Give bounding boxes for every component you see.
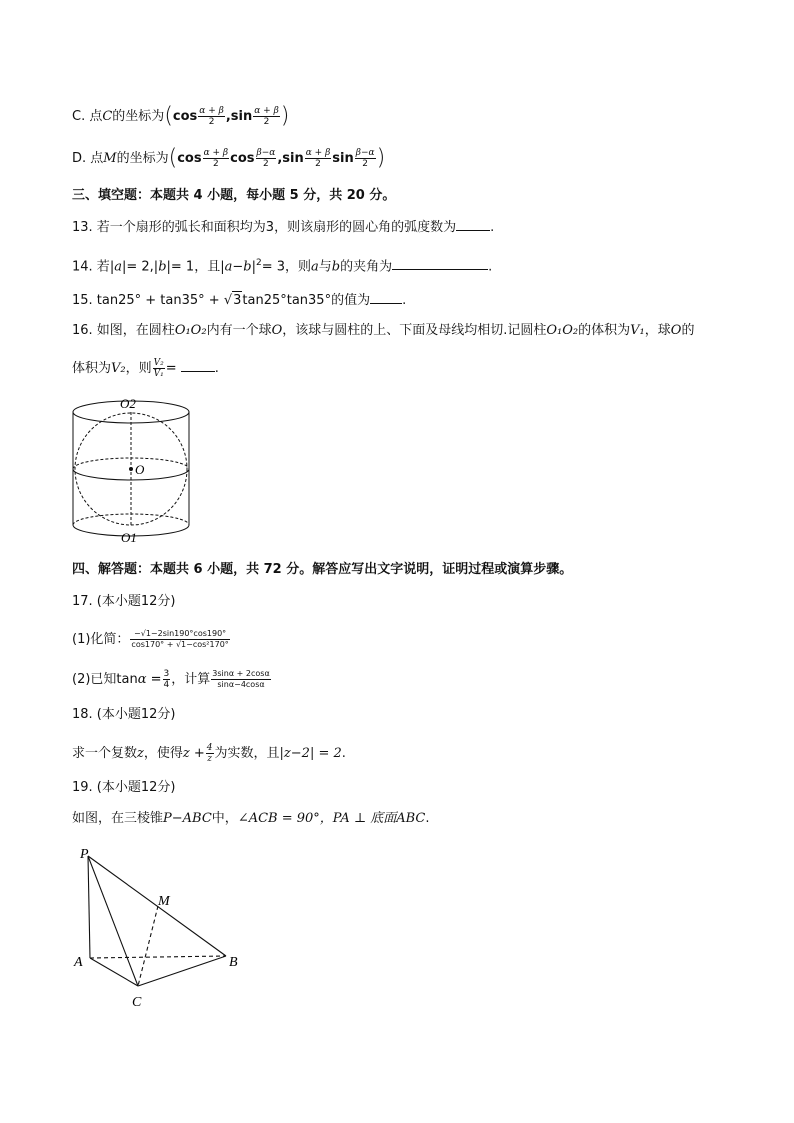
answer-blank	[181, 359, 215, 372]
question-17-part-1: (1)化简： $\frac{-√1-2\sin 190^\circ\cos 190^\circ}{\text{cos170° + √1−cos²170°}}$	[72, 629, 229, 649]
fraction: $\frac{3\sin\alpha + 2\cos\alpha}{\sin\alpha-4\cos\alpha}$	[212, 669, 270, 689]
question-14: 14. 若|a|= 2,|b|= 1，且$|a-b|^2= 3$，则a与b的夹角为 .	[72, 258, 493, 275]
label-c: C	[132, 995, 142, 1010]
answer-blank	[456, 218, 490, 231]
label-a: A	[74, 955, 83, 970]
question-16-line-2: 体积为V₂，则 $\frac{\text{V₂}}{\text{V₁}}$ = .	[72, 358, 219, 379]
question-13: 13. 若一个扇形的弧长和面积均为3，则该扇形的圆心角的弧度数为 .	[72, 220, 495, 235]
question-16-line-1: 16. 如图，在圆柱O₁O₂内有一个球O，该球与圆柱的上、下面及母线均相切.记圆柱O₁O₂的体积为V₁，球O的	[72, 323, 695, 338]
answer-blank	[370, 291, 402, 304]
fraction: $\frac{\beta-\alpha}{2}$	[355, 148, 375, 169]
label-o: O	[135, 462, 145, 477]
section-heading-4: 四、解答题：本题共 6 小题，共 72 分。解答应写出文字说明，证明过程或演算步骤。	[72, 562, 573, 577]
fraction: $\frac{4}{z}$	[206, 743, 213, 764]
fraction: $\frac{3}{4}$	[163, 669, 170, 690]
question-18-heading: 18. (本小题12分)	[72, 707, 176, 722]
cylinder-sphere-figure	[68, 392, 198, 548]
answer-blank	[392, 257, 488, 270]
fraction: $\frac{\beta-\alpha}{2}$	[256, 148, 276, 169]
label-b: B	[229, 955, 238, 970]
option-d: D. 点M的坐标为(cos $\frac{\alpha + \beta}{2}$ cos $\frac{\beta-\alpha}{2}$ ,sin $\frac{\alpha + \beta}{2}$ sin $\frac{\beta-\alpha}{2}$ )	[72, 145, 386, 171]
question-15: 15. tan25° + tan35° + √3tan25°tan35°的值为 .	[72, 293, 407, 308]
label-p: P	[80, 847, 89, 862]
question-19-body: 如图，在三棱锥P−ABC中，∠ACB = 90°，PA ⊥ 底面ABC.	[72, 811, 430, 826]
fraction: $\frac{\alpha + \beta}{2}$	[254, 106, 279, 127]
question-17-heading: 17. (本小题12分)	[72, 594, 176, 609]
fraction: $\frac{\alpha + \beta}{2}$	[199, 106, 224, 127]
question-19-heading: 19. (本小题12分)	[72, 780, 176, 795]
option-c: C. 点C的坐标为(cos $\frac{\alpha + \beta}{2}$ ,sin $\frac{\alpha + \beta}{2}$ )	[72, 103, 290, 129]
question-17-part-2: (2)已知tanα = $\frac{3}{4}$ ，计算 $\frac{3\sin\alpha + 2\cos\alpha}{\sin\alpha-4\cos\alpha}$	[72, 669, 270, 690]
fraction: $\frac{\text{V₂}}{\text{V₁}}$	[153, 358, 164, 379]
pyramid-figure	[70, 842, 250, 1014]
question-18-body: 求一个复数z，使得z + $\frac{4}{z}$ 为实数，且|z−2| = 2.	[72, 743, 346, 764]
section-heading-3: 三、填空题：本题共 4 小题，每小题 5 分，共 20 分。	[72, 188, 396, 203]
fraction: $\frac{\alpha + \beta}{2}$	[305, 148, 331, 169]
label-m: M	[158, 894, 170, 909]
fraction: $\frac{\alpha + \beta}{2}$	[203, 148, 229, 169]
fraction: $\frac{-√1-2\sin 190^\circ\cos 190^\circ}{\text{cos170° + √1−cos²170°}}$	[131, 629, 229, 649]
label-o2: O2	[120, 396, 136, 411]
label-o1: O1	[121, 530, 137, 545]
